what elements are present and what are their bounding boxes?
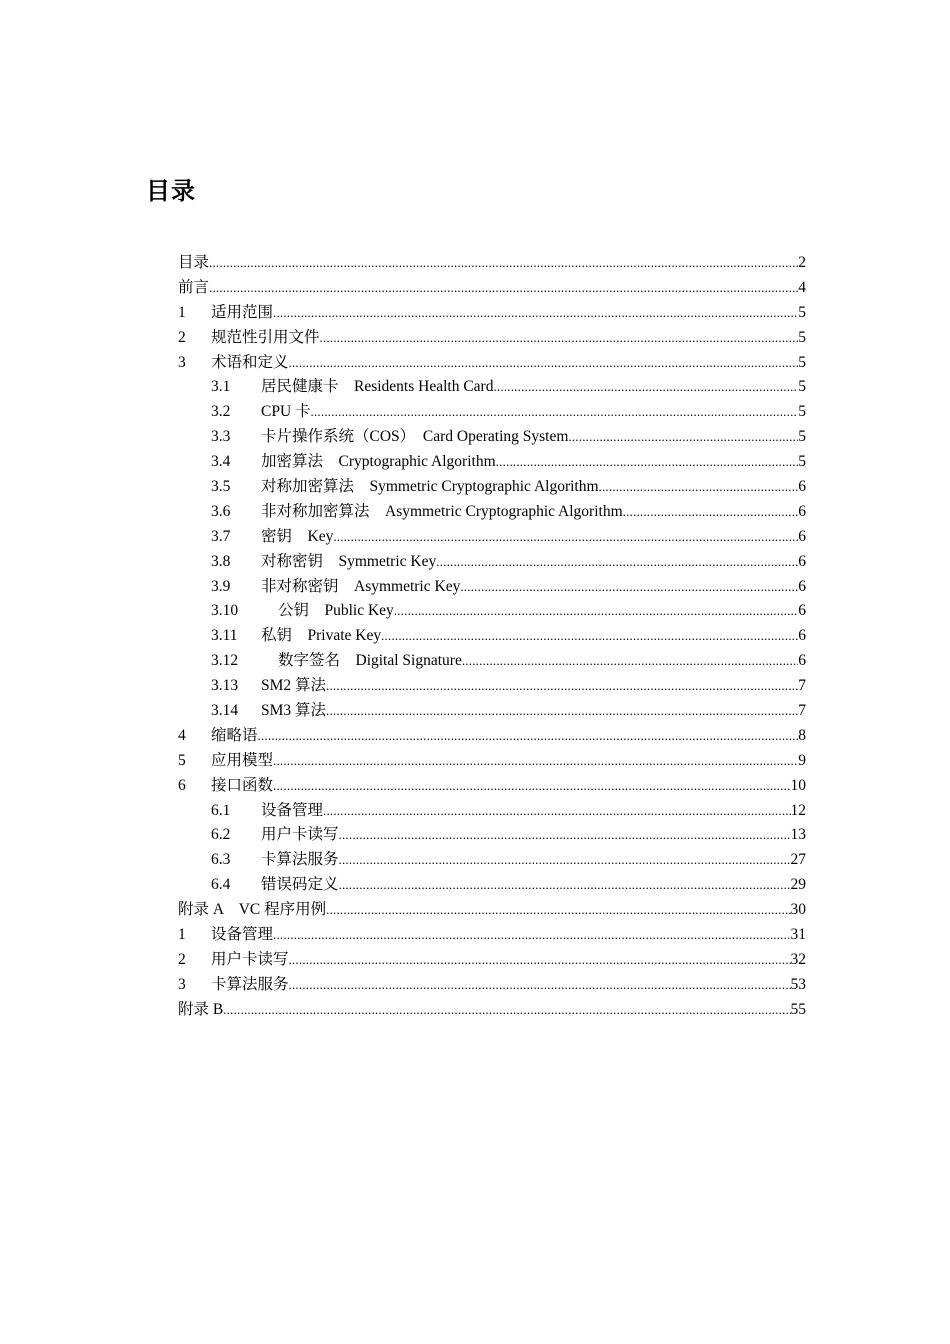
toc-dot-leader — [394, 599, 798, 624]
toc-entry-page-number: 5 — [798, 428, 806, 446]
toc-dot-leader — [333, 525, 798, 550]
toc-entry-page-number: 5 — [798, 453, 806, 471]
toc-entry[interactable] — [178, 550, 806, 575]
toc-dot-leader — [273, 774, 790, 799]
toc-entry-title: 设备管理 — [211, 926, 274, 944]
toc-entry-page-number: 6 — [798, 527, 806, 545]
toc-entry-number: 6.4 — [211, 876, 231, 894]
toc-entry-title: 接口函数 — [211, 776, 274, 794]
toc-entry-title: 附录 B — [178, 1000, 224, 1018]
toc-entry-page-number: 32 — [790, 950, 806, 968]
toc-entry-title: 缩略语 — [211, 726, 258, 744]
toc-entry-number: 3.7 — [211, 527, 231, 545]
toc-entry-number: 6.1 — [211, 801, 231, 819]
toc-entry-title: 非对称加密算法 Asymmetric Cryptographic Algorithm — [261, 502, 623, 520]
toc-entry-number: 3.8 — [211, 552, 231, 570]
toc-entry-number: 6.3 — [211, 851, 231, 869]
toc-entry-page-number: 5 — [798, 303, 806, 321]
toc-entry[interactable] — [178, 450, 806, 475]
toc-entry-title: 用户卡读写 — [211, 950, 289, 968]
toc-entry-page-number: 27 — [790, 851, 806, 869]
toc-entry-number: 3.1 — [211, 378, 231, 396]
toc-entry-title: SM3 算法 — [261, 702, 327, 720]
toc-entry-title: 适用范围 — [211, 303, 274, 321]
toc-dot-leader — [599, 475, 799, 500]
toc-entry-page-number: 5 — [798, 353, 806, 371]
toc-dot-leader — [339, 848, 791, 873]
toc-entry[interactable] — [178, 749, 806, 774]
toc-entry-title: 卡算法服务 — [261, 851, 339, 869]
toc-dot-leader — [623, 500, 799, 525]
toc-entry-page-number: 6 — [798, 652, 806, 670]
toc-entry-number: 3 — [178, 975, 186, 993]
toc-entry-page-number: 7 — [798, 702, 806, 720]
toc-entry[interactable] — [178, 624, 806, 649]
toc-dot-leader — [496, 450, 799, 475]
toc-dot-leader — [273, 749, 798, 774]
toc-entry[interactable] — [178, 799, 806, 824]
toc-dot-leader — [339, 823, 791, 848]
toc-entry-title: 卡片操作系统（COS） Card Operating System — [261, 428, 569, 446]
toc-entry[interactable] — [178, 898, 806, 923]
toc-entry-page-number: 6 — [798, 577, 806, 595]
toc-entry-page-number: 8 — [798, 726, 806, 744]
toc-entry[interactable] — [178, 599, 806, 624]
toc-entry-page-number: 5 — [798, 403, 806, 421]
toc-entry[interactable] — [178, 301, 806, 326]
toc-entry[interactable] — [178, 575, 806, 600]
toc-entry-number: 5 — [178, 751, 186, 769]
page-title: 目录 — [146, 177, 196, 205]
toc-entry-number: 3 — [178, 353, 186, 371]
toc-entry-number: 3.9 — [211, 577, 231, 595]
table-of-contents — [178, 251, 806, 1023]
toc-dot-leader — [209, 251, 798, 276]
toc-entry-title: 卡算法服务 — [211, 975, 289, 993]
toc-entry-title: 公钥 Public Key — [278, 602, 394, 620]
toc-entry-page-number: 6 — [798, 552, 806, 570]
toc-entry-number: 3.11 — [211, 627, 238, 645]
toc-dot-leader — [460, 575, 798, 600]
toc-entry[interactable] — [178, 375, 806, 400]
toc-entry-title: 应用模型 — [211, 751, 274, 769]
toc-dot-leader — [258, 724, 799, 749]
toc-entry-number: 2 — [178, 950, 186, 968]
toc-entry-title: 前言 — [178, 278, 210, 296]
toc-entry-page-number: 30 — [790, 901, 806, 919]
toc-entry-title: 用户卡读写 — [261, 826, 339, 844]
toc-entry[interactable] — [178, 251, 806, 276]
toc-entry-number: 6.2 — [211, 826, 231, 844]
toc-entry-number: 1 — [178, 926, 186, 944]
toc-entry-page-number: 9 — [798, 751, 806, 769]
toc-entry-page-number: 6 — [798, 502, 806, 520]
toc-dot-leader — [326, 699, 798, 724]
toc-entry-number: 2 — [178, 328, 186, 346]
toc-dot-leader — [311, 400, 799, 425]
toc-dot-leader — [273, 301, 798, 326]
toc-entry-number: 4 — [178, 726, 186, 744]
toc-entry-title: 对称密钥 Symmetric Key — [261, 552, 437, 570]
toc-dot-leader — [326, 674, 798, 699]
toc-entry[interactable] — [178, 525, 806, 550]
toc-entry-page-number: 2 — [798, 254, 806, 271]
toc-entry[interactable] — [178, 848, 806, 873]
toc-entry-page-number: 31 — [790, 926, 806, 944]
toc-entry-number: 3.14 — [211, 702, 239, 720]
toc-entry[interactable] — [178, 998, 806, 1023]
toc-dot-leader — [493, 375, 798, 400]
toc-entry-title: SM2 算法 — [261, 677, 327, 695]
toc-dot-leader — [320, 326, 799, 351]
toc-entry[interactable] — [178, 400, 806, 425]
toc-dot-leader — [326, 898, 790, 923]
toc-entry[interactable] — [178, 699, 806, 724]
toc-entry[interactable] — [178, 923, 806, 948]
toc-entry-page-number: 5 — [798, 378, 806, 396]
toc-entry-page-number: 4 — [798, 278, 806, 296]
toc-entry[interactable] — [178, 774, 806, 799]
toc-entry-title: 术语和定义 — [211, 353, 289, 371]
toc-dot-leader — [289, 948, 791, 973]
toc-entry-title: 附录 A VC 程序用例 — [178, 901, 327, 919]
toc-entry-number: 3.5 — [211, 478, 231, 496]
toc-entry-number: 3.10 — [211, 602, 239, 620]
toc-dot-leader — [462, 649, 798, 674]
toc-entry-title: 加密算法 Cryptographic Algorithm — [261, 453, 496, 471]
toc-entry[interactable] — [178, 873, 806, 898]
toc-entry-number: 3.6 — [211, 502, 231, 520]
toc-entry-title: 非对称密钥 Asymmetric Key — [261, 577, 461, 595]
toc-dot-leader — [223, 998, 790, 1023]
toc-entry-page-number: 7 — [798, 677, 806, 695]
toc-entry-page-number: 5 — [798, 328, 806, 346]
toc-dot-leader — [381, 624, 798, 649]
toc-dot-leader — [289, 973, 791, 998]
toc-entry-title: 设备管理 — [261, 801, 324, 819]
toc-entry[interactable] — [178, 475, 806, 500]
toc-entry[interactable] — [178, 674, 806, 699]
toc-entry-title: 私钥 Private Key — [261, 627, 382, 645]
toc-entry-number: 3.12 — [211, 652, 239, 670]
toc-dot-leader — [323, 799, 790, 824]
toc-entry-title: 对称加密算法 Symmetric Cryptographic Algorithm — [261, 478, 599, 496]
toc-entry[interactable] — [178, 973, 806, 998]
toc-entry-number: 3.13 — [211, 677, 239, 695]
toc-dot-leader — [209, 276, 798, 301]
toc-entry-title: 密钥 Key — [261, 527, 334, 545]
toc-entry-number: 3.3 — [211, 428, 231, 446]
toc-entry-page-number: 29 — [790, 876, 806, 894]
toc-entry[interactable] — [178, 276, 806, 301]
toc-entry-number: 3.4 — [211, 453, 231, 471]
toc-entry-page-number: 6 — [798, 478, 806, 496]
toc-entry-page-number: 12 — [790, 801, 806, 819]
toc-entry-page-number: 13 — [790, 826, 806, 844]
toc-dot-leader — [289, 351, 799, 376]
toc-dot-leader — [339, 873, 791, 898]
toc-entry-title: 错误码定义 — [261, 876, 339, 894]
toc-entry-title: 目录 — [178, 254, 210, 271]
toc-entry-title: CPU 卡 — [261, 403, 311, 421]
toc-entry[interactable] — [178, 724, 806, 749]
toc-entry[interactable] — [178, 351, 806, 376]
toc-entry[interactable] — [178, 649, 806, 674]
toc-entry-title: 规范性引用文件 — [211, 328, 320, 346]
toc-entry[interactable] — [178, 823, 806, 848]
toc-entry[interactable] — [178, 326, 806, 351]
toc-dot-leader — [436, 550, 798, 575]
toc-dot-leader — [568, 425, 798, 450]
toc-entry-number: 6 — [178, 776, 186, 794]
toc-entry-page-number: 10 — [790, 776, 806, 794]
toc-entry[interactable] — [178, 948, 806, 973]
toc-entry-page-number: 55 — [790, 1000, 806, 1018]
toc-entry-title: 居民健康卡 Residents Health Card — [261, 378, 494, 396]
toc-entry[interactable] — [178, 425, 806, 450]
toc-entry-title: 数字签名 Digital Signature — [278, 652, 462, 670]
toc-dot-leader — [273, 923, 790, 948]
toc-entry-page-number: 53 — [790, 975, 806, 993]
toc-entry-number: 1 — [178, 303, 186, 321]
toc-entry[interactable] — [178, 500, 806, 525]
toc-entry-number: 3.2 — [211, 403, 231, 421]
toc-entry-page-number: 6 — [798, 602, 806, 620]
toc-entry-page-number: 6 — [798, 627, 806, 645]
